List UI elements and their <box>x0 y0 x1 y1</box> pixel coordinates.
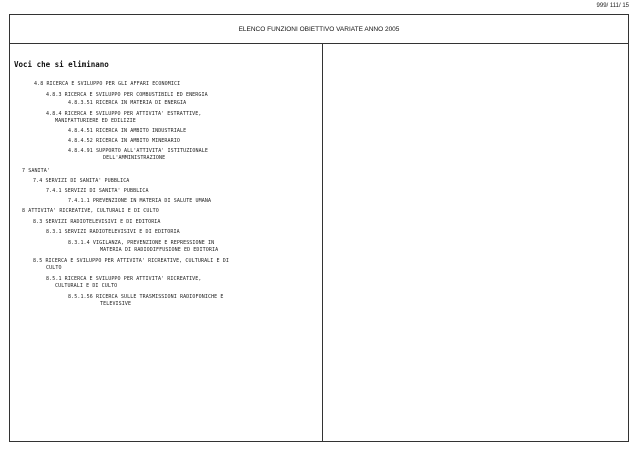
list-item: 8 ATTIVITA' RICREATIVE, CULTURALI E DI CULTO <box>22 208 159 214</box>
list-item: 8.3.1 SERVIZI RADIOTELEVISIVI E DI EDITORIA <box>46 229 180 235</box>
list-item: 4.8 RICERCA E SVILUPPO PER GLI AFFARI ECONOMICI <box>34 81 181 87</box>
list-item: TELEVISIVE <box>100 301 132 307</box>
list-item: 4.8.4.91 SUPPORTO ALL'ATTIVITA' ISTITUZIONALE <box>68 148 208 154</box>
document-frame <box>9 14 629 442</box>
page-reference: 999/ 111/ 15 <box>596 3 629 9</box>
list-item: 7.4.1.1 PREVENZIONE IN MATERIA DI SALUTE UMANA <box>68 198 212 204</box>
list-item: 8.5 RICERCA E SVILUPPO PER ATTIVITA' RICREATIVE, CULTURALI E DI <box>33 258 229 264</box>
list-item: 8.5.1.56 RICERCA SULLE TRASMISSIONI RADIOFONICHE E <box>68 294 224 300</box>
list-item: CULTO <box>46 265 62 271</box>
content-columns <box>10 44 628 441</box>
section-title: Voci che si eliminano <box>14 60 109 69</box>
right-column <box>322 44 628 441</box>
list-item: 7.4 SERVIZI DI SANITA' PUBBLICA <box>33 178 130 184</box>
list-item: 7.4.1 SERVIZI DI SANITA' PUBBLICA <box>46 188 149 194</box>
list-item: 4.8.3.51 RICERCA IN MATERIA DI ENERGIA <box>68 100 187 106</box>
list-item: CULTURALI E DI CULTO <box>55 283 118 289</box>
list-item: DELL'AMMINISTRAZIONE <box>103 155 166 161</box>
left-column <box>10 44 323 441</box>
list-item: 4.8.3 RICERCA E SVILUPPO PER COMBUSTIBILI ED ENERGIA <box>46 92 208 98</box>
list-item: 8.3.1.4 VIGILANZA, PREVENZIONE E REPRESSIONE IN <box>68 240 215 246</box>
list-item: MANIFATTURIERE ED EDILIZIE <box>55 118 136 124</box>
list-item: 8.5.1 RICERCA E SVILUPPO PER ATTIVITA' RICREATIVE, <box>46 276 202 282</box>
page-title: ELENCO FUNZIONI OBIETTIVO VARIATE ANNO 2005 <box>238 25 400 33</box>
list-item: 4.8.4.51 RICERCA IN AMBITO INDUSTRIALE <box>68 128 187 134</box>
list-item: 7 SANITA' <box>22 168 50 174</box>
list-item: MATERIA DI RADIODIFFUSIONE ED EDITORIA <box>100 247 219 253</box>
list-item: 4.8.4.52 RICERCA IN AMBITO MINERARIO <box>68 138 180 144</box>
list-item: 8.3 SERVIZI RADIOTELEVISIVI E DI EDITORIA <box>33 219 161 225</box>
list-item: 4.8.4 RICERCA E SVILUPPO PER ATTIVITA' ESTRATTIVE, <box>46 111 202 117</box>
header-bar <box>10 15 628 44</box>
